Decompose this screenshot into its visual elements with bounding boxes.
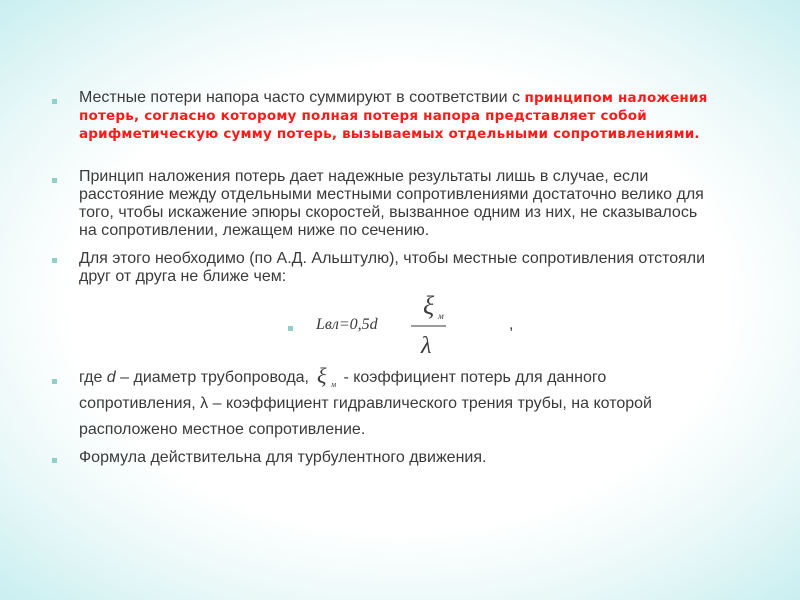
bullet-marker [288,326,293,331]
fraction-numerator: ξ [423,291,435,320]
paragraph-4-prefix: где [79,369,107,386]
paragraph-1-text: Местные потери напора часто суммируют в соответствии с [79,89,525,106]
formula-comma: , [509,316,514,333]
bullet-marker [52,458,57,463]
formula-fraction [408,290,468,360]
paragraph-1-highlight: принципом наложения потерь, согласно которому полная потеря напора представляет собой арифметическую сумму потерь, вызываемых отдельными сопротивлениями. [79,90,708,142]
bullet-marker [52,258,57,263]
xi-main: ξ [317,366,327,388]
paragraph-3: Для этого необходимо (по А.Д. Альштулю), чтобы местные сопротивления отстояли друг от друга не ближе чем: [79,250,706,285]
xi-symbol [313,366,343,388]
bullet-marker [52,99,57,104]
formula-lhs: Lвл=0,5d [316,316,378,333]
bullet-marker [52,379,57,384]
variable-d: d [106,369,116,386]
paragraph-4 [79,365,719,443]
paragraph-2: Принцип наложения потерь дает надежные результаты лишь в случае, если расстояние между отдельными местными сопротивлениями достаточно велико для того, чтобы искажение эпюры скоростей, вызванное одним из них, не сказывалось на сопротивлении, лежащем ниже по сечению. [79,168,704,239]
paragraph-5: Формула действительна для турбулентного движения. [79,449,487,466]
paragraph-1 [79,89,719,143]
paragraph-4-mid: – диаметр трубопровода, [115,369,314,386]
bullet-marker [52,178,57,183]
fraction-numerator-subscript: м [438,311,444,321]
fraction-denominator: λ [421,333,432,359]
xi-subscript: м [331,380,337,388]
paragraph-4-suffix: - коэффициент потерь для данного сопротивления, λ – коэффициент гидравлического трения трубы, на которой расположено местное сопротивление. [79,369,652,438]
